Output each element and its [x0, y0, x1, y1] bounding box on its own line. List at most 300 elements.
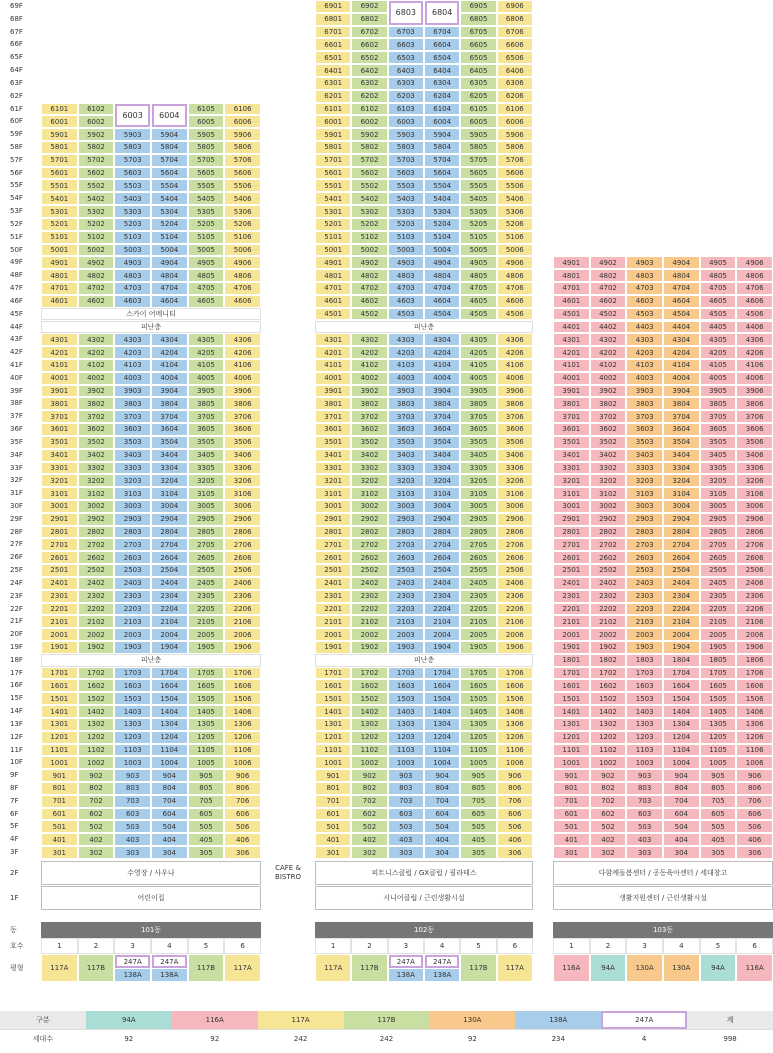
unit-cell[interactable]: 2601: [41, 551, 78, 564]
penthouse-cell[interactable]: 6804: [425, 1, 459, 25]
unit-cell[interactable]: 1703: [114, 667, 151, 680]
unit-cell[interactable]: 6802: [351, 13, 387, 26]
unit-cell[interactable]: 6203: [388, 90, 424, 103]
unit-cell[interactable]: 4803: [388, 269, 424, 282]
unit-cell[interactable]: 6304: [424, 77, 460, 90]
unit-cell[interactable]: 2201: [553, 603, 590, 616]
unit-cell[interactable]: 2404: [151, 577, 188, 590]
unit-cell[interactable]: 4801: [315, 269, 351, 282]
unit-cell[interactable]: 801: [41, 782, 78, 795]
unit-cell[interactable]: 4906: [736, 256, 773, 269]
unit-cell[interactable]: 5702: [78, 154, 115, 167]
unit-cell[interactable]: 3402: [590, 449, 627, 462]
unit-cell[interactable]: 5601: [315, 167, 351, 180]
unit-cell[interactable]: 1304: [663, 718, 700, 731]
unit-cell[interactable]: 4403: [626, 321, 663, 334]
unit-cell[interactable]: 604: [424, 808, 460, 821]
unit-cell[interactable]: 3303: [388, 462, 424, 475]
unit-cell[interactable]: 4505: [460, 308, 496, 321]
unit-cell[interactable]: 5904: [424, 128, 460, 141]
unit-cell[interactable]: 5901: [315, 128, 351, 141]
unit-cell[interactable]: 5801: [315, 141, 351, 154]
unit-cell[interactable]: 1105: [460, 744, 496, 757]
unit-cell[interactable]: 3702: [590, 410, 627, 423]
unit-cell[interactable]: 1504: [663, 692, 700, 705]
unit-cell[interactable]: 4002: [78, 372, 115, 385]
unit-cell[interactable]: 4703: [114, 282, 151, 295]
unit-cell[interactable]: 3703: [114, 410, 151, 423]
unit-cell[interactable]: 3604: [663, 423, 700, 436]
unit-cell[interactable]: 6104: [424, 103, 460, 116]
unit-cell[interactable]: 5602: [78, 167, 115, 180]
unit-cell[interactable]: 1801: [553, 654, 590, 667]
unit-cell[interactable]: 1906: [736, 641, 773, 654]
unit-cell[interactable]: 4301: [553, 333, 590, 346]
unit-cell[interactable]: 3405: [700, 449, 737, 462]
unit-cell[interactable]: 3701: [315, 410, 351, 423]
unit-cell[interactable]: 4704: [424, 282, 460, 295]
unit-cell[interactable]: 606: [497, 808, 533, 821]
unit-cell[interactable]: 502: [78, 820, 115, 833]
unit-cell[interactable]: 5103: [388, 231, 424, 244]
unit-cell[interactable]: 2402: [351, 577, 387, 590]
unit-cell[interactable]: 1204: [151, 731, 188, 744]
unit-cell[interactable]: 1906: [224, 641, 261, 654]
unit-cell[interactable]: 4705: [460, 282, 496, 295]
unit-cell[interactable]: 1603: [626, 679, 663, 692]
unit-cell[interactable]: 6105: [188, 103, 225, 116]
unit-cell[interactable]: 3802: [590, 397, 627, 410]
unit-cell[interactable]: 1805: [700, 654, 737, 667]
unit-cell[interactable]: 4204: [151, 346, 188, 359]
unit-cell[interactable]: 2801: [41, 526, 78, 539]
unit-cell[interactable]: 803: [626, 782, 663, 795]
unit-cell[interactable]: 4803: [114, 269, 151, 282]
unit-cell[interactable]: 5102: [351, 231, 387, 244]
unit-cell[interactable]: 2403: [388, 577, 424, 590]
unit-cell[interactable]: 6305: [460, 77, 496, 90]
unit-cell[interactable]: 3304: [424, 462, 460, 475]
unit-cell[interactable]: 5502: [78, 179, 115, 192]
unit-cell[interactable]: 3803: [114, 397, 151, 410]
unit-cell[interactable]: 402: [351, 833, 387, 846]
unit-cell[interactable]: 5906: [497, 128, 533, 141]
unit-cell[interactable]: 902: [78, 769, 115, 782]
unit-cell[interactable]: 4906: [497, 256, 533, 269]
unit-cell[interactable]: 2101: [41, 615, 78, 628]
unit-cell[interactable]: 2602: [590, 551, 627, 564]
unit-cell[interactable]: 3105: [188, 487, 225, 500]
unit-cell[interactable]: 3606: [497, 423, 533, 436]
unit-cell[interactable]: 3501: [315, 436, 351, 449]
unit-cell[interactable]: 5305: [460, 205, 496, 218]
unit-cell[interactable]: 1705: [188, 667, 225, 680]
unit-cell[interactable]: 306: [224, 846, 261, 859]
unit-cell[interactable]: 2802: [78, 526, 115, 539]
unit-cell[interactable]: 2004: [151, 628, 188, 641]
unit-cell[interactable]: 5303: [114, 205, 151, 218]
unit-cell[interactable]: 406: [497, 833, 533, 846]
unit-cell[interactable]: 1504: [424, 692, 460, 705]
unit-cell[interactable]: 3902: [351, 385, 387, 398]
unit-cell[interactable]: 4201: [41, 346, 78, 359]
unit-cell[interactable]: 1706: [497, 667, 533, 680]
unit-cell[interactable]: 3003: [626, 500, 663, 513]
unit-cell[interactable]: 3805: [460, 397, 496, 410]
unit-cell[interactable]: 2706: [736, 538, 773, 551]
unit-cell[interactable]: 6306: [497, 77, 533, 90]
unit-cell[interactable]: 2106: [736, 615, 773, 628]
unit-cell[interactable]: 2404: [424, 577, 460, 590]
unit-cell[interactable]: 3704: [151, 410, 188, 423]
unit-cell[interactable]: 3501: [553, 436, 590, 449]
unit-cell[interactable]: 3504: [151, 436, 188, 449]
unit-cell[interactable]: 904: [424, 769, 460, 782]
unit-cell[interactable]: 4502: [351, 308, 387, 321]
unit-cell[interactable]: 603: [626, 808, 663, 821]
unit-cell[interactable]: 1803: [626, 654, 663, 667]
unit-cell[interactable]: 2604: [424, 551, 460, 564]
unit-cell[interactable]: 6504: [424, 51, 460, 64]
unit-cell[interactable]: 301: [41, 846, 78, 859]
unit-cell[interactable]: 5203: [388, 218, 424, 231]
unit-cell[interactable]: 704: [151, 795, 188, 808]
unit-cell[interactable]: 1705: [700, 667, 737, 680]
unit-cell[interactable]: 2704: [663, 538, 700, 551]
unit-cell[interactable]: 2902: [78, 513, 115, 526]
unit-cell[interactable]: 2504: [424, 564, 460, 577]
unit-cell[interactable]: 5402: [78, 192, 115, 205]
unit-cell[interactable]: 2105: [460, 615, 496, 628]
unit-cell[interactable]: 3406: [736, 449, 773, 462]
unit-cell[interactable]: 2506: [224, 564, 261, 577]
unit-cell[interactable]: 3604: [424, 423, 460, 436]
unit-cell[interactable]: 3605: [460, 423, 496, 436]
unit-cell[interactable]: 2102: [78, 615, 115, 628]
unit-cell[interactable]: 3602: [78, 423, 115, 436]
unit-cell[interactable]: 1301: [553, 718, 590, 731]
unit-cell[interactable]: 5601: [41, 167, 78, 180]
unit-cell[interactable]: 404: [424, 833, 460, 846]
unit-cell[interactable]: 4601: [553, 295, 590, 308]
unit-cell[interactable]: 1506: [224, 692, 261, 705]
unit-cell[interactable]: 502: [351, 820, 387, 833]
unit-cell[interactable]: 3306: [736, 462, 773, 475]
unit-cell[interactable]: 3806: [497, 397, 533, 410]
unit-cell[interactable]: 4103: [114, 359, 151, 372]
unit-cell[interactable]: 4602: [590, 295, 627, 308]
unit-cell[interactable]: 3005: [460, 500, 496, 513]
unit-cell[interactable]: 2305: [700, 590, 737, 603]
unit-cell[interactable]: 4006: [497, 372, 533, 385]
unit-cell[interactable]: 4506: [736, 308, 773, 321]
unit-cell[interactable]: 1402: [351, 705, 387, 718]
unit-cell[interactable]: 5605: [188, 167, 225, 180]
unit-cell[interactable]: 3703: [388, 410, 424, 423]
unit-cell[interactable]: 2602: [78, 551, 115, 564]
unit-cell[interactable]: 401: [41, 833, 78, 846]
unit-cell[interactable]: 2601: [553, 551, 590, 564]
unit-cell[interactable]: 5006: [224, 244, 261, 257]
unit-cell[interactable]: 505: [188, 820, 225, 833]
unit-cell[interactable]: 2804: [424, 526, 460, 539]
unit-cell[interactable]: 4502: [590, 308, 627, 321]
unit-cell[interactable]: 4203: [388, 346, 424, 359]
unit-cell[interactable]: 2002: [590, 628, 627, 641]
unit-cell[interactable]: 703: [626, 795, 663, 808]
unit-cell[interactable]: 2906: [224, 513, 261, 526]
unit-cell[interactable]: 6001: [315, 115, 351, 128]
unit-cell[interactable]: 2706: [497, 538, 533, 551]
unit-cell[interactable]: 501: [315, 820, 351, 833]
unit-cell[interactable]: 2605: [188, 551, 225, 564]
unit-cell[interactable]: 5001: [315, 244, 351, 257]
unit-cell[interactable]: 1002: [78, 756, 115, 769]
unit-cell[interactable]: 4201: [553, 346, 590, 359]
unit-cell[interactable]: 5003: [114, 244, 151, 257]
unit-cell[interactable]: 303: [626, 846, 663, 859]
unit-cell[interactable]: 2601: [315, 551, 351, 564]
unit-cell[interactable]: 2902: [590, 513, 627, 526]
unit-cell[interactable]: 1004: [151, 756, 188, 769]
unit-cell[interactable]: 5703: [388, 154, 424, 167]
unit-cell[interactable]: 705: [460, 795, 496, 808]
unit-cell[interactable]: 3906: [224, 385, 261, 398]
unit-cell[interactable]: 3406: [497, 449, 533, 462]
unit-cell[interactable]: 4806: [736, 269, 773, 282]
unit-cell[interactable]: 4003: [626, 372, 663, 385]
unit-cell[interactable]: 4306: [497, 333, 533, 346]
unit-cell[interactable]: 6301: [315, 77, 351, 90]
unit-cell[interactable]: 1406: [497, 705, 533, 718]
unit-cell[interactable]: 2701: [41, 538, 78, 551]
unit-cell[interactable]: 2904: [151, 513, 188, 526]
unit-cell[interactable]: 903: [388, 769, 424, 782]
unit-cell[interactable]: 6901: [315, 0, 351, 13]
unit-cell[interactable]: 3905: [460, 385, 496, 398]
unit-cell[interactable]: 1502: [351, 692, 387, 705]
unit-cell[interactable]: 3702: [351, 410, 387, 423]
unit-cell[interactable]: 4001: [315, 372, 351, 385]
unit-cell[interactable]: 4006: [224, 372, 261, 385]
unit-cell[interactable]: 4501: [315, 308, 351, 321]
unit-cell[interactable]: 3704: [424, 410, 460, 423]
unit-cell[interactable]: 3605: [700, 423, 737, 436]
unit-cell[interactable]: 4602: [78, 295, 115, 308]
unit-cell[interactable]: 905: [700, 769, 737, 782]
unit-cell[interactable]: 3806: [224, 397, 261, 410]
unit-cell[interactable]: 4702: [351, 282, 387, 295]
unit-cell[interactable]: 3406: [224, 449, 261, 462]
unit-cell[interactable]: 1001: [315, 756, 351, 769]
unit-cell[interactable]: 2204: [663, 603, 700, 616]
unit-cell[interactable]: 2905: [700, 513, 737, 526]
unit-cell[interactable]: 2504: [151, 564, 188, 577]
unit-cell[interactable]: 6002: [78, 115, 115, 128]
unit-cell[interactable]: 1903: [626, 641, 663, 654]
unit-cell[interactable]: 5306: [224, 205, 261, 218]
unit-cell[interactable]: 2702: [78, 538, 115, 551]
unit-cell[interactable]: 4004: [663, 372, 700, 385]
unit-cell[interactable]: 3506: [736, 436, 773, 449]
unit-cell[interactable]: 2301: [41, 590, 78, 603]
unit-cell[interactable]: 602: [351, 808, 387, 821]
unit-cell[interactable]: 4102: [351, 359, 387, 372]
unit-cell[interactable]: 4706: [736, 282, 773, 295]
unit-cell[interactable]: 604: [151, 808, 188, 821]
unit-cell[interactable]: 3101: [315, 487, 351, 500]
unit-cell[interactable]: 3302: [78, 462, 115, 475]
unit-cell[interactable]: 505: [460, 820, 496, 833]
unit-cell[interactable]: 2104: [424, 615, 460, 628]
unit-cell[interactable]: 1406: [736, 705, 773, 718]
unit-cell[interactable]: 4706: [224, 282, 261, 295]
unit-cell[interactable]: 1901: [553, 641, 590, 654]
unit-cell[interactable]: 5503: [114, 179, 151, 192]
unit-cell[interactable]: 2505: [460, 564, 496, 577]
unit-cell[interactable]: 2705: [700, 538, 737, 551]
unit-cell[interactable]: 5105: [460, 231, 496, 244]
unit-cell[interactable]: 4806: [224, 269, 261, 282]
unit-cell[interactable]: 5302: [78, 205, 115, 218]
unit-cell[interactable]: 2103: [114, 615, 151, 628]
unit-cell[interactable]: 1903: [388, 641, 424, 654]
unit-cell[interactable]: 6205: [460, 90, 496, 103]
unit-cell[interactable]: 3203: [388, 474, 424, 487]
unit-cell[interactable]: 1405: [188, 705, 225, 718]
unit-cell[interactable]: 4304: [151, 333, 188, 346]
unit-cell[interactable]: 403: [626, 833, 663, 846]
unit-cell[interactable]: 4001: [553, 372, 590, 385]
unit-cell[interactable]: 5905: [188, 128, 225, 141]
unit-cell[interactable]: 4905: [188, 256, 225, 269]
unit-cell[interactable]: 2006: [736, 628, 773, 641]
unit-cell[interactable]: 6805: [460, 13, 496, 26]
unit-cell[interactable]: 5104: [424, 231, 460, 244]
unit-cell[interactable]: 5803: [114, 141, 151, 154]
unit-cell[interactable]: 5403: [388, 192, 424, 205]
unit-cell[interactable]: 3401: [553, 449, 590, 462]
unit-cell[interactable]: 2901: [41, 513, 78, 526]
unit-cell[interactable]: 5803: [388, 141, 424, 154]
unit-cell[interactable]: 803: [114, 782, 151, 795]
unit-cell[interactable]: 1202: [351, 731, 387, 744]
unit-cell[interactable]: 4702: [590, 282, 627, 295]
unit-cell[interactable]: 5104: [151, 231, 188, 244]
unit-cell[interactable]: 1902: [590, 641, 627, 654]
unit-cell[interactable]: 2005: [460, 628, 496, 641]
unit-cell[interactable]: 3802: [78, 397, 115, 410]
unit-cell[interactable]: 1701: [41, 667, 78, 680]
unit-cell[interactable]: 4904: [151, 256, 188, 269]
unit-cell[interactable]: 605: [700, 808, 737, 821]
unit-cell[interactable]: 5706: [497, 154, 533, 167]
unit-cell[interactable]: 4503: [388, 308, 424, 321]
unit-cell[interactable]: 4605: [460, 295, 496, 308]
unit-cell[interactable]: 2801: [315, 526, 351, 539]
unit-cell[interactable]: 4105: [188, 359, 225, 372]
unit-cell[interactable]: 1906: [497, 641, 533, 654]
unit-cell[interactable]: 3203: [626, 474, 663, 487]
unit-cell[interactable]: 3603: [114, 423, 151, 436]
unit-cell[interactable]: 4301: [315, 333, 351, 346]
unit-cell[interactable]: 806: [736, 782, 773, 795]
unit-cell[interactable]: 2001: [41, 628, 78, 641]
unit-cell[interactable]: 3404: [663, 449, 700, 462]
unit-cell[interactable]: 4701: [41, 282, 78, 295]
unit-cell[interactable]: 305: [700, 846, 737, 859]
unit-cell[interactable]: 4206: [224, 346, 261, 359]
unit-cell[interactable]: 5204: [151, 218, 188, 231]
unit-cell[interactable]: 5301: [41, 205, 78, 218]
unit-cell[interactable]: 505: [700, 820, 737, 833]
unit-cell[interactable]: 5504: [151, 179, 188, 192]
unit-cell[interactable]: 3703: [626, 410, 663, 423]
unit-cell[interactable]: 506: [224, 820, 261, 833]
unit-cell[interactable]: 4206: [497, 346, 533, 359]
unit-cell[interactable]: 2406: [736, 577, 773, 590]
unit-cell[interactable]: 4702: [78, 282, 115, 295]
unit-cell[interactable]: 3305: [460, 462, 496, 475]
unit-cell[interactable]: 2805: [188, 526, 225, 539]
unit-cell[interactable]: 506: [736, 820, 773, 833]
unit-cell[interactable]: 5606: [497, 167, 533, 180]
unit-cell[interactable]: 3103: [114, 487, 151, 500]
unit-cell[interactable]: 904: [151, 769, 188, 782]
unit-cell[interactable]: 5506: [224, 179, 261, 192]
unit-cell[interactable]: 5202: [351, 218, 387, 231]
unit-cell[interactable]: 3203: [114, 474, 151, 487]
unit-cell[interactable]: 4704: [151, 282, 188, 295]
unit-cell[interactable]: 2105: [700, 615, 737, 628]
unit-cell[interactable]: 1102: [590, 744, 627, 757]
unit-cell[interactable]: 1302: [590, 718, 627, 731]
unit-cell[interactable]: 4203: [114, 346, 151, 359]
unit-cell[interactable]: 1802: [590, 654, 627, 667]
unit-cell[interactable]: 6206: [497, 90, 533, 103]
unit-cell[interactable]: 3105: [460, 487, 496, 500]
unit-cell[interactable]: 1001: [553, 756, 590, 769]
unit-cell[interactable]: 6605: [460, 38, 496, 51]
unit-cell[interactable]: 3901: [41, 385, 78, 398]
unit-cell[interactable]: 405: [188, 833, 225, 846]
unit-cell[interactable]: 3706: [736, 410, 773, 423]
unit-cell[interactable]: 4803: [626, 269, 663, 282]
unit-cell[interactable]: 2001: [315, 628, 351, 641]
unit-cell[interactable]: 905: [460, 769, 496, 782]
unit-cell[interactable]: 1102: [78, 744, 115, 757]
unit-cell[interactable]: 6302: [351, 77, 387, 90]
unit-cell[interactable]: 3302: [351, 462, 387, 475]
unit-cell[interactable]: 5501: [41, 179, 78, 192]
unit-cell[interactable]: 5205: [188, 218, 225, 231]
unit-cell[interactable]: 1303: [388, 718, 424, 731]
unit-cell[interactable]: 2406: [224, 577, 261, 590]
unit-cell[interactable]: 705: [188, 795, 225, 808]
unit-cell[interactable]: 1704: [663, 667, 700, 680]
unit-cell[interactable]: 3104: [663, 487, 700, 500]
unit-cell[interactable]: 2706: [224, 538, 261, 551]
unit-cell[interactable]: 5704: [151, 154, 188, 167]
unit-cell[interactable]: 3403: [388, 449, 424, 462]
unit-cell[interactable]: 2905: [188, 513, 225, 526]
unit-cell[interactable]: 5006: [497, 244, 533, 257]
unit-cell[interactable]: 4605: [700, 295, 737, 308]
unit-cell[interactable]: 3901: [315, 385, 351, 398]
unit-cell[interactable]: 3705: [188, 410, 225, 423]
unit-cell[interactable]: 6103: [388, 103, 424, 116]
unit-cell[interactable]: 2903: [626, 513, 663, 526]
